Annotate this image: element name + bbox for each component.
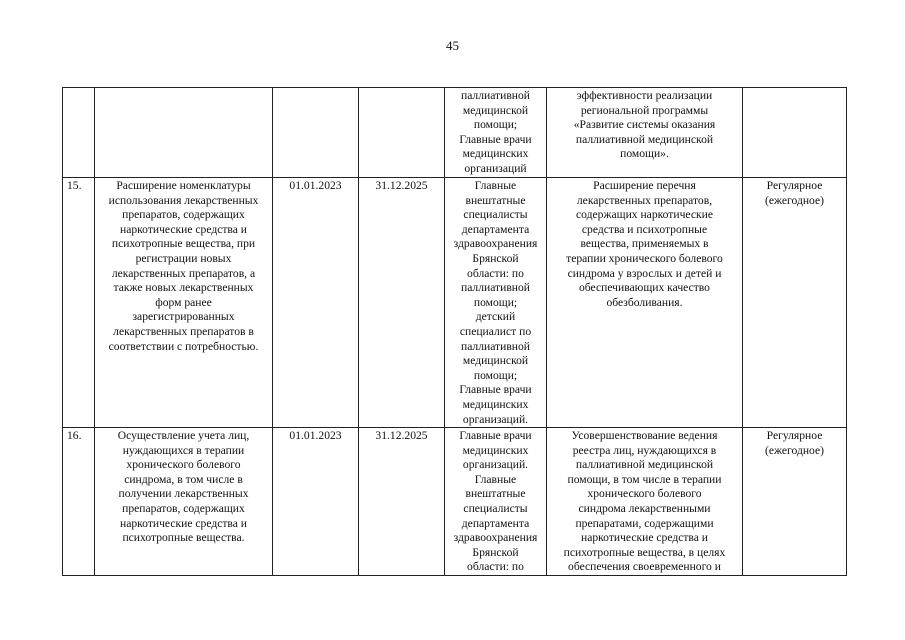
measure-cell: Осуществление учета лиц, нуждающихся в терапии хронического болевого синдрома, в том числе в получении лекарственных препаратов, содержащих наркотические средства и психотропные вещества. bbox=[95, 428, 273, 576]
end-date-cell bbox=[359, 88, 445, 178]
responsible-cell: паллиативной медицинской помощи; Главные врачи медицинских организаций bbox=[445, 88, 547, 178]
frequency-cell: Регулярное (ежегодное) bbox=[743, 178, 847, 428]
measure-cell bbox=[95, 88, 273, 178]
end-date-cell: 31.12.2025 bbox=[359, 178, 445, 428]
start-date-cell bbox=[273, 88, 359, 178]
table-row bbox=[63, 178, 847, 428]
page-number: 45 bbox=[446, 38, 459, 53]
table-row bbox=[63, 428, 847, 576]
frequency-cell: Регулярное (ежегодное) bbox=[743, 428, 847, 576]
row-number-cell: 16. bbox=[63, 428, 95, 576]
start-date-cell: 01.01.2023 bbox=[273, 428, 359, 576]
measure-cell: Расширение номенклатуры использования лекарственных препаратов, содержащих наркотические средства и психотропные вещества, при регистрации новых лекарственных препаратов, а также новых лекарственных форм ранее зарегистрированных лекарственных препаратов в соответствии с потребностью. bbox=[95, 178, 273, 428]
result-cell: Усовершенствование ведения реестра лиц, нуждающихся в паллиативной медицинской помощи, в том числе в терапии хронического болевого синдрома лекарственными препаратами, содержащими наркотические средства и психотропные вещества, в целях обеспечения своевременного и bbox=[547, 428, 743, 576]
end-date-cell: 31.12.2025 bbox=[359, 428, 445, 576]
result-cell: Расширение перечня лекарственных препаратов, содержащих наркотические средства и психотропные вещества, применяемых в терапии хронического болевого синдрома у взрослых и детей и обеспечивающих качество обезболивания. bbox=[547, 178, 743, 428]
responsible-cell: Главные врачи медицинских организаций. Главные внештатные специалисты департамента здравоохранения Брянской области: по bbox=[445, 428, 547, 576]
responsible-cell: Главные внештатные специалисты департамента здравоохранения Брянской области: по паллиативной помощи; детский специалист по паллиативной медицинской помощи; Главные врачи медицинских организаций. bbox=[445, 178, 547, 428]
row-number-cell bbox=[63, 88, 95, 178]
start-date-cell: 01.01.2023 bbox=[273, 178, 359, 428]
result-cell: эффективности реализации региональной программы «Развитие системы оказания паллиативной медицинской помощи». bbox=[547, 88, 743, 178]
row-number-cell: 15. bbox=[63, 178, 95, 428]
table-row bbox=[63, 88, 847, 178]
frequency-cell bbox=[743, 88, 847, 178]
measures-table bbox=[62, 87, 847, 576]
